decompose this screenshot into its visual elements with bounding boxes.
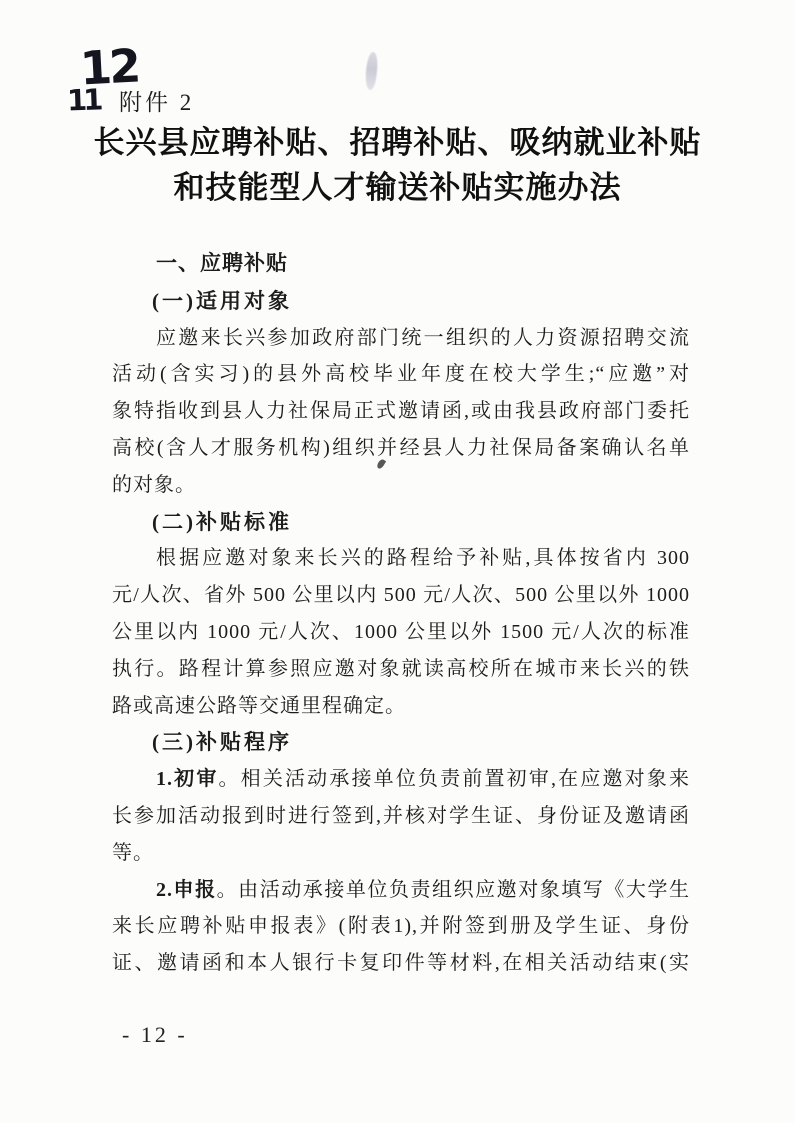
- ink-smudge-mark: [364, 51, 380, 90]
- text-line: [112, 761, 690, 798]
- text-line: [112, 872, 690, 909]
- text-line: 高校(含人才服务机构)组织并经县人力社保局备案确认名单: [112, 436, 690, 459]
- text-line: 证、邀请函和本人银行卡复印件等材料,在相关活动结束(实: [112, 952, 690, 975]
- text-line: 来长应聘补贴申报表》(附表1),并附签到册及学生证、身份: [112, 915, 690, 938]
- text-line: 活动(含实习)的县外高校毕业年度在校大学生;“应邀”对: [112, 363, 690, 386]
- text-line: 应邀来长兴参加政府部门统一组织的人力资源招聘交流: [156, 326, 690, 349]
- subsection-heading: (三)补贴程序: [152, 730, 292, 755]
- text-run: 。由活动承接单位负责组织应邀对象填写《大学生: [216, 878, 690, 901]
- handwritten-page-mark: 12: [78, 38, 140, 96]
- text-line: 的对象。: [112, 473, 196, 496]
- text-line: 等。: [112, 841, 154, 864]
- text-line: 根据应邀对象来长兴的路程给予补贴,具体按省内 300: [156, 547, 690, 570]
- text-run: 。相关活动承接单位负责前置初审,在应邀对象来: [218, 768, 690, 791]
- text-line: 公里以内 1000 元/人次、1000 公里以外 1500 元/人次的标准: [112, 620, 690, 643]
- numbered-item-label: 1.初审: [156, 768, 219, 791]
- document-title: [0, 120, 795, 210]
- section-heading: 一、应聘补贴: [156, 252, 288, 275]
- text-line: 长参加活动报到时进行签到,并核对学生证、身份证及邀请函: [112, 804, 690, 827]
- document-body: [112, 246, 690, 982]
- page-number: - 12 -: [122, 1022, 188, 1047]
- subsection-heading: (一)适用对象: [152, 288, 292, 313]
- subsection-heading: (二)补贴标准: [152, 509, 292, 534]
- document-title-line1: 长兴县应聘补贴、招聘补贴、吸纳就业补贴: [93, 125, 702, 160]
- handwritten-page-mark-under: 11: [66, 82, 100, 118]
- numbered-item-label: 2.申报: [156, 878, 217, 901]
- text-line: 执行。路程计算参照应邀对象就读高校所在城市来长兴的铁: [112, 657, 690, 680]
- text-line: 象特指收到县人力社保局正式邀请函,或由我县政府部门委托: [112, 400, 690, 423]
- text-line: 路或高速公路等交通里程确定。: [112, 694, 406, 717]
- document-title-line2: 和技能型人才输送补贴实施办法: [173, 170, 622, 205]
- attachment-label: 附件 2: [119, 90, 195, 115]
- text-line: 元/人次、省外 500 公里以内 500 元/人次、500 公里以外 1000: [112, 584, 690, 607]
